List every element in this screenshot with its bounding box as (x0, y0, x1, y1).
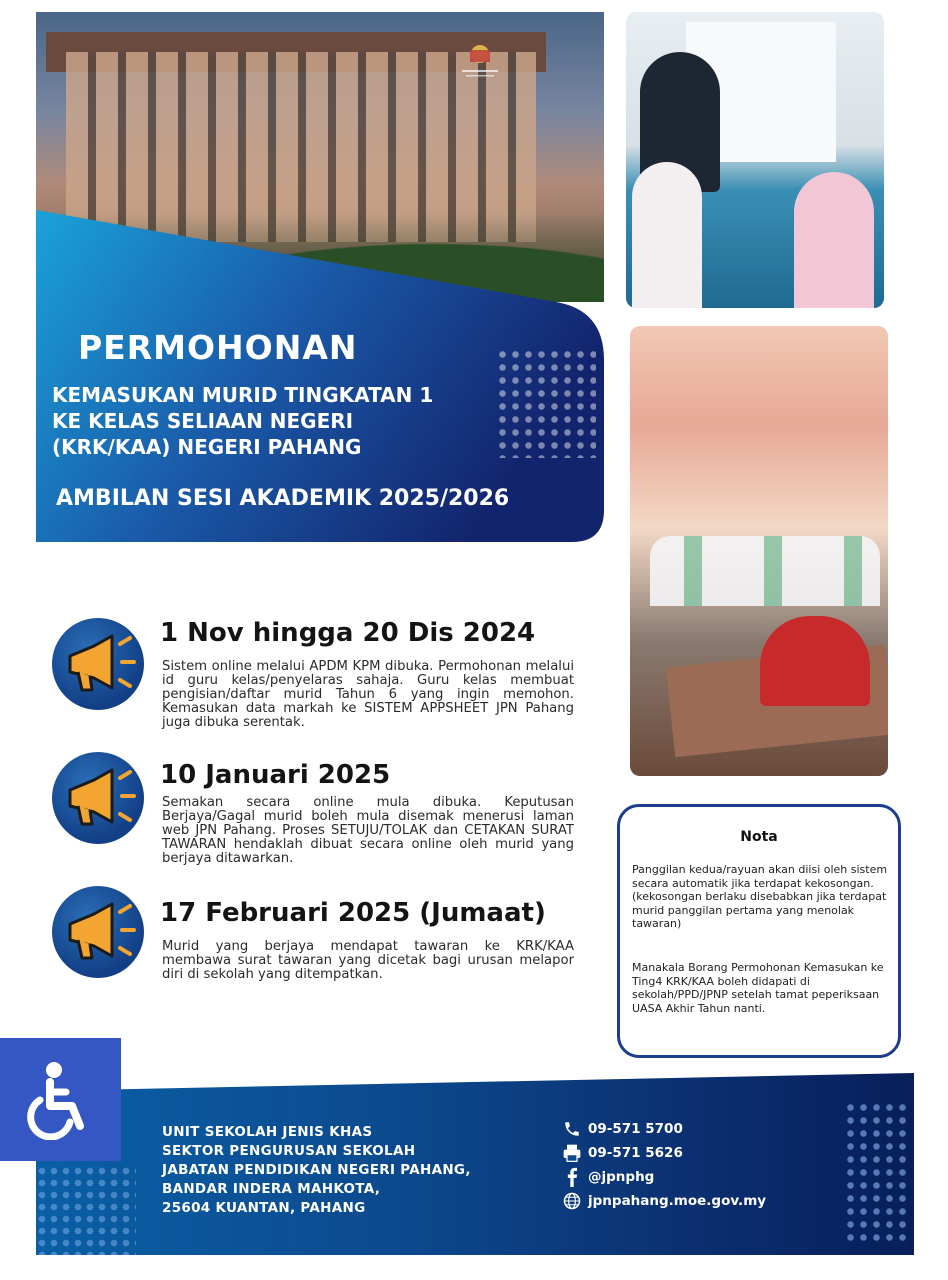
dot-pattern (844, 1101, 908, 1241)
facebook-handle[interactable]: @jpnphg (588, 1169, 655, 1185)
timeline-date: 1 Nov hingga 20 Dis 2024 (160, 618, 536, 648)
fax-icon (562, 1143, 582, 1163)
megaphone-icon (52, 618, 144, 710)
address-line: 25604 KUANTAN, PAHANG (162, 1200, 366, 1216)
contact-facebook (562, 1165, 766, 1189)
address-line: SEKTOR PENGURUSAN SEKOLAH (162, 1143, 416, 1159)
timeline-description: Murid yang berjaya mendapat tawaran ke KRK/KAA membawa surat tawaran yang dicetak bagi urusan melapor diri di sekolah yang ditempatkan. (162, 939, 574, 982)
contact-website (562, 1189, 766, 1213)
timeline-description: Sistem online melalui APDM KPM dibuka. Permohonan melalui id guru kelas/penyelaras sahaja. Guru kelas membuat pengisian/daftar murid Tahun 6 yang ingin memohon. Kemasukan data markah ke SISTEM APPSHEET JPN Pahang juga dibuka serentak. (162, 659, 574, 730)
contact-fax (562, 1141, 766, 1165)
students-row (650, 536, 880, 606)
timeline-item (52, 752, 582, 872)
website-link[interactable]: jpnpahang.moe.gov.my (588, 1193, 767, 1209)
note-paragraph: Manakala Borang Permohonan Kemasukan ke Ting4 KRK/KAA boleh didapati di sekolah/PPD/JPNP setelah tamat peperiksaan UASA Akhir Tahun nanti. (632, 961, 884, 1015)
subtitle-line: KEMASUKAN MURID TINGKATAN 1 (52, 383, 434, 407)
timeline-description: Semakan secara online mula dibuka. Keputusan Berjaya/Gagal murid boleh mula disemak menerusi laman web JPN Pahang. Proses SETUJU/TOLAK dan CETAKAN SURAT TAWARAN hendaklah dibuat secara online oleh murid yang berjaya ditawarkan. (162, 795, 574, 866)
contact-phone (562, 1117, 766, 1141)
globe-icon (562, 1191, 582, 1211)
note-title: Nota (740, 829, 778, 845)
address-line: UNIT SEKOLAH JENIS KHAS (162, 1124, 373, 1140)
student-figure (632, 162, 702, 308)
banner-title: PERMOHONAN (78, 328, 358, 367)
intake-session: AMBILAN SESI AKADEMIK 2025/2026 (56, 486, 510, 511)
accessibility-button[interactable] (0, 1038, 121, 1161)
footer-diagonal (36, 1073, 914, 1091)
footer (36, 1073, 914, 1255)
office-address (162, 1123, 471, 1218)
subtitle-line: (KRK/KAA) NEGERI PAHANG (52, 435, 362, 459)
banner-subtitle (52, 382, 532, 460)
title-banner (36, 210, 604, 542)
fax-number[interactable]: 09-571 5626 (588, 1145, 683, 1161)
ministry-emblem-icon (456, 40, 504, 80)
wheelchair-icon (26, 1060, 96, 1140)
note-paragraph: Panggilan kedua/rayuan akan diisi oleh sistem secara automatik jika terdapat kekosongan.(kekosongan berlaku disebabkan jika terdapat murid panggilan pertama yang menolak tawaran) (632, 863, 888, 930)
student-figure (794, 172, 874, 308)
timeline-item (52, 618, 582, 738)
timeline-item (52, 886, 582, 986)
facebook-icon (562, 1167, 582, 1187)
classroom-photo-teacher (626, 12, 884, 308)
classroom-photo-exam (630, 326, 888, 776)
subtitle-line: KE KELAS SELIAAN NEGERI (52, 409, 354, 433)
megaphone-icon (52, 752, 144, 844)
megaphone-icon (52, 886, 144, 978)
timeline-date: 10 Januari 2025 (160, 760, 391, 790)
dot-pattern (36, 1165, 136, 1255)
address-line: JABATAN PENDIDIKAN NEGERI PAHANG, (162, 1162, 471, 1178)
address-line: BANDAR INDERA MAHKOTA, (162, 1181, 381, 1197)
timeline-date: 17 Februari 2025 (Jumaat) (160, 898, 546, 928)
student-figure (760, 616, 870, 706)
contact-info (562, 1117, 766, 1213)
phone-number[interactable]: 09-571 5700 (588, 1121, 683, 1137)
note-box (617, 804, 901, 1058)
phone-icon (562, 1119, 582, 1139)
